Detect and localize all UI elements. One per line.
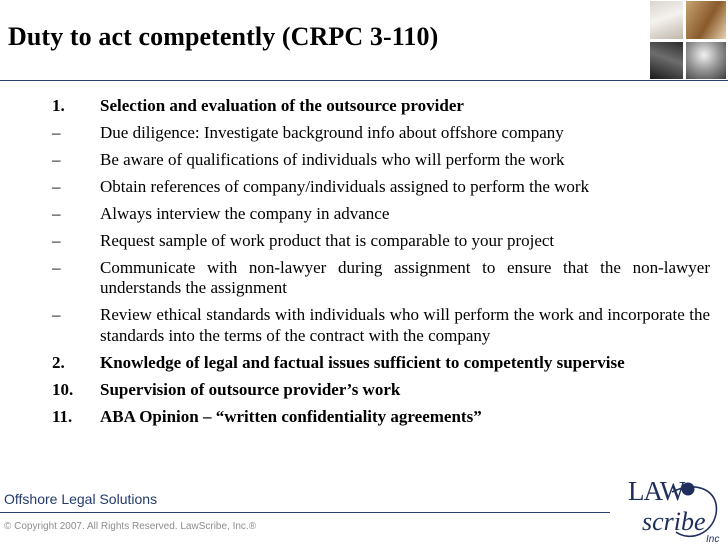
header-photo-collage	[648, 0, 728, 80]
wood-desk-photo	[686, 1, 726, 39]
list-marker: 2.	[52, 352, 65, 372]
copyright-notice: © Copyright 2007. All Rights Reserved. LawScribe, Inc.®	[4, 521, 257, 532]
list-item-text: Supervision of outsource provider’s work	[100, 379, 401, 399]
list-item	[50, 150, 710, 170]
list-marker: –	[52, 204, 61, 223]
list-item-text: Obtain references of company/individuals assigned to perform the work	[100, 177, 590, 196]
list-marker: 11.	[52, 406, 73, 426]
list-marker: 1.	[52, 96, 65, 115]
duty-list	[50, 96, 710, 434]
logo-inc-text: Inc	[706, 534, 720, 545]
list-marker: –	[52, 150, 61, 169]
lawscribe-logo	[612, 462, 728, 546]
list-item	[50, 380, 710, 400]
title-divider	[0, 80, 728, 81]
list-item	[50, 96, 710, 116]
list-item-text: Request sample of work product that is comparable to your project	[100, 231, 555, 250]
list-marker: –	[52, 123, 61, 142]
globe-photo	[686, 42, 726, 79]
gavel-photo	[650, 1, 683, 39]
logo-scribe-text: scribe	[642, 507, 706, 536]
list-item-text: Communicate with non-lawyer during assignment to ensure that the non-lawyer understands the assignment	[100, 258, 710, 298]
slide-title: Duty to act competently (CRPC 3-110)	[8, 22, 439, 51]
footer-divider	[0, 512, 610, 513]
list-marker: –	[52, 177, 61, 196]
list-marker: 10.	[52, 379, 74, 399]
list-item-text: Knowledge of legal and factual issues sufficient to competently supervise	[100, 352, 625, 372]
footer-brand: Offshore Legal Solutions	[4, 491, 158, 507]
list-marker: –	[52, 231, 61, 250]
logo-law-text: LAW	[628, 476, 685, 506]
list-marker: –	[52, 258, 61, 277]
list-item	[50, 177, 710, 197]
list-item-text: Review ethical standards with individuals who will perform the work and incorporate the standards into the terms of the contract with the company	[100, 305, 710, 345]
list-item-text: Be aware of qualifications of individuals who will perform the work	[100, 150, 565, 169]
list-item	[50, 123, 710, 143]
list-marker: –	[52, 305, 61, 325]
list-item-text: Selection and evaluation of the outsource provider	[100, 96, 464, 115]
list-item	[50, 305, 710, 346]
list-item	[50, 407, 710, 427]
handshake-photo	[650, 42, 683, 79]
list-item-text: Due diligence: Investigate background info about offshore company	[100, 123, 564, 142]
list-item	[50, 204, 710, 224]
list-item	[50, 353, 710, 373]
list-item	[50, 258, 710, 299]
list-item	[50, 231, 710, 251]
list-item-text: ABA Opinion – “written confidentiality agreements”	[100, 406, 482, 426]
list-item-text: Always interview the company in advance	[100, 204, 390, 223]
